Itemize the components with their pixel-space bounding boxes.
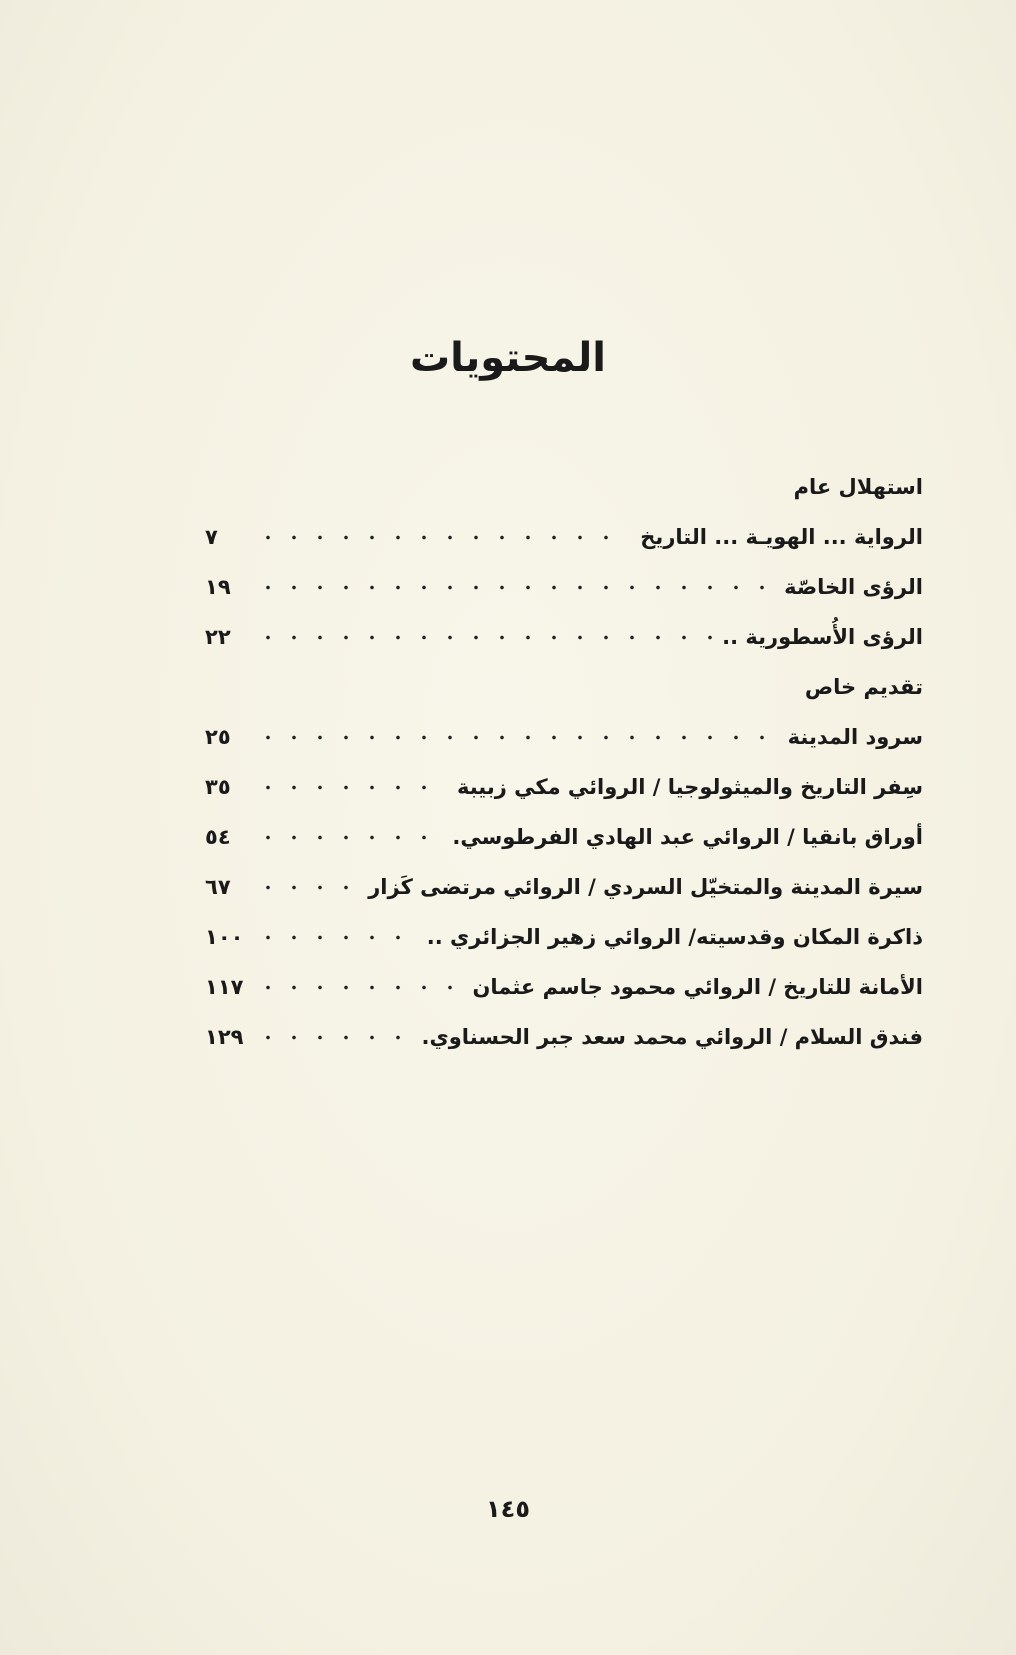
toc-entry [205, 862, 923, 912]
dot-leader [255, 727, 778, 748]
toc-entry [205, 1012, 923, 1062]
toc-entry-text: سيرة المدينة والمتخيّل السردي / الروائي مرتضى كَزار [368, 875, 923, 899]
toc-entry [205, 762, 923, 812]
toc-page-number: ٣٥ [205, 775, 231, 799]
dot-leader [255, 627, 712, 648]
toc-entry [205, 962, 923, 1012]
page-number-footer: ١٤٥ [486, 1495, 530, 1523]
dot-leader [255, 827, 442, 848]
toc-page-number: ٥٤ [205, 825, 231, 849]
toc-entry-text: الرؤى الخاصّة [784, 575, 923, 599]
toc-page-number: ١٩ [205, 575, 231, 599]
toc-entry [205, 612, 923, 662]
toc-entry [205, 812, 923, 862]
dot-leader [255, 877, 358, 898]
dot-leader [255, 1027, 412, 1048]
toc-entry-text: أوراق بانقيا / الروائي عبد الهادي الفرطوسي. [452, 825, 923, 849]
dot-leader [255, 977, 462, 998]
toc-entry [205, 912, 923, 962]
toc-entry-text: سِفر التاريخ والميثولوجيا / الروائي مكي زبيبة [456, 775, 923, 799]
toc-section-heading [205, 662, 923, 712]
toc-entry-text: سرود المدينة [787, 725, 923, 749]
toc-page-number: ١٢٩ [205, 1025, 244, 1049]
toc-entry-text: تقديم خاص [804, 675, 923, 699]
toc-page-number: ٢٢ [205, 625, 231, 649]
dot-leader [255, 577, 774, 598]
dot-leader [255, 777, 447, 798]
toc-section-heading [205, 462, 923, 512]
dot-leader [255, 927, 417, 948]
dot-leader [255, 527, 630, 548]
toc-entry-text: ذاكرة المكان وقدسيته/ الروائي زهير الجزائري .. [426, 925, 923, 949]
toc-entry-text: الرواية ... الهويـة ... التاريخ [640, 525, 923, 549]
toc-page-number: ٢٥ [205, 725, 231, 749]
toc-page-number: ٦٧ [205, 875, 231, 899]
table-of-contents [205, 462, 923, 1062]
page-title: المحتويات [409, 335, 606, 381]
toc-entry-text: استهلال عام [793, 475, 923, 499]
toc-entry-text: الأمانة للتاريخ / الروائي محمود جاسم عثمان [472, 975, 923, 999]
toc-entry [205, 562, 923, 612]
toc-page-number: ١١٧ [205, 975, 244, 999]
toc-page-number: ٧ [205, 525, 218, 549]
toc-page-number: ١٠٠ [205, 925, 244, 949]
toc-entry [205, 512, 923, 562]
toc-entry [205, 712, 923, 762]
toc-entry-text: الرؤى الأُسطورية .. [722, 625, 923, 649]
toc-entry-text: فندق السلام / الروائي محمد سعد جبر الحسناوي. [421, 1025, 923, 1049]
